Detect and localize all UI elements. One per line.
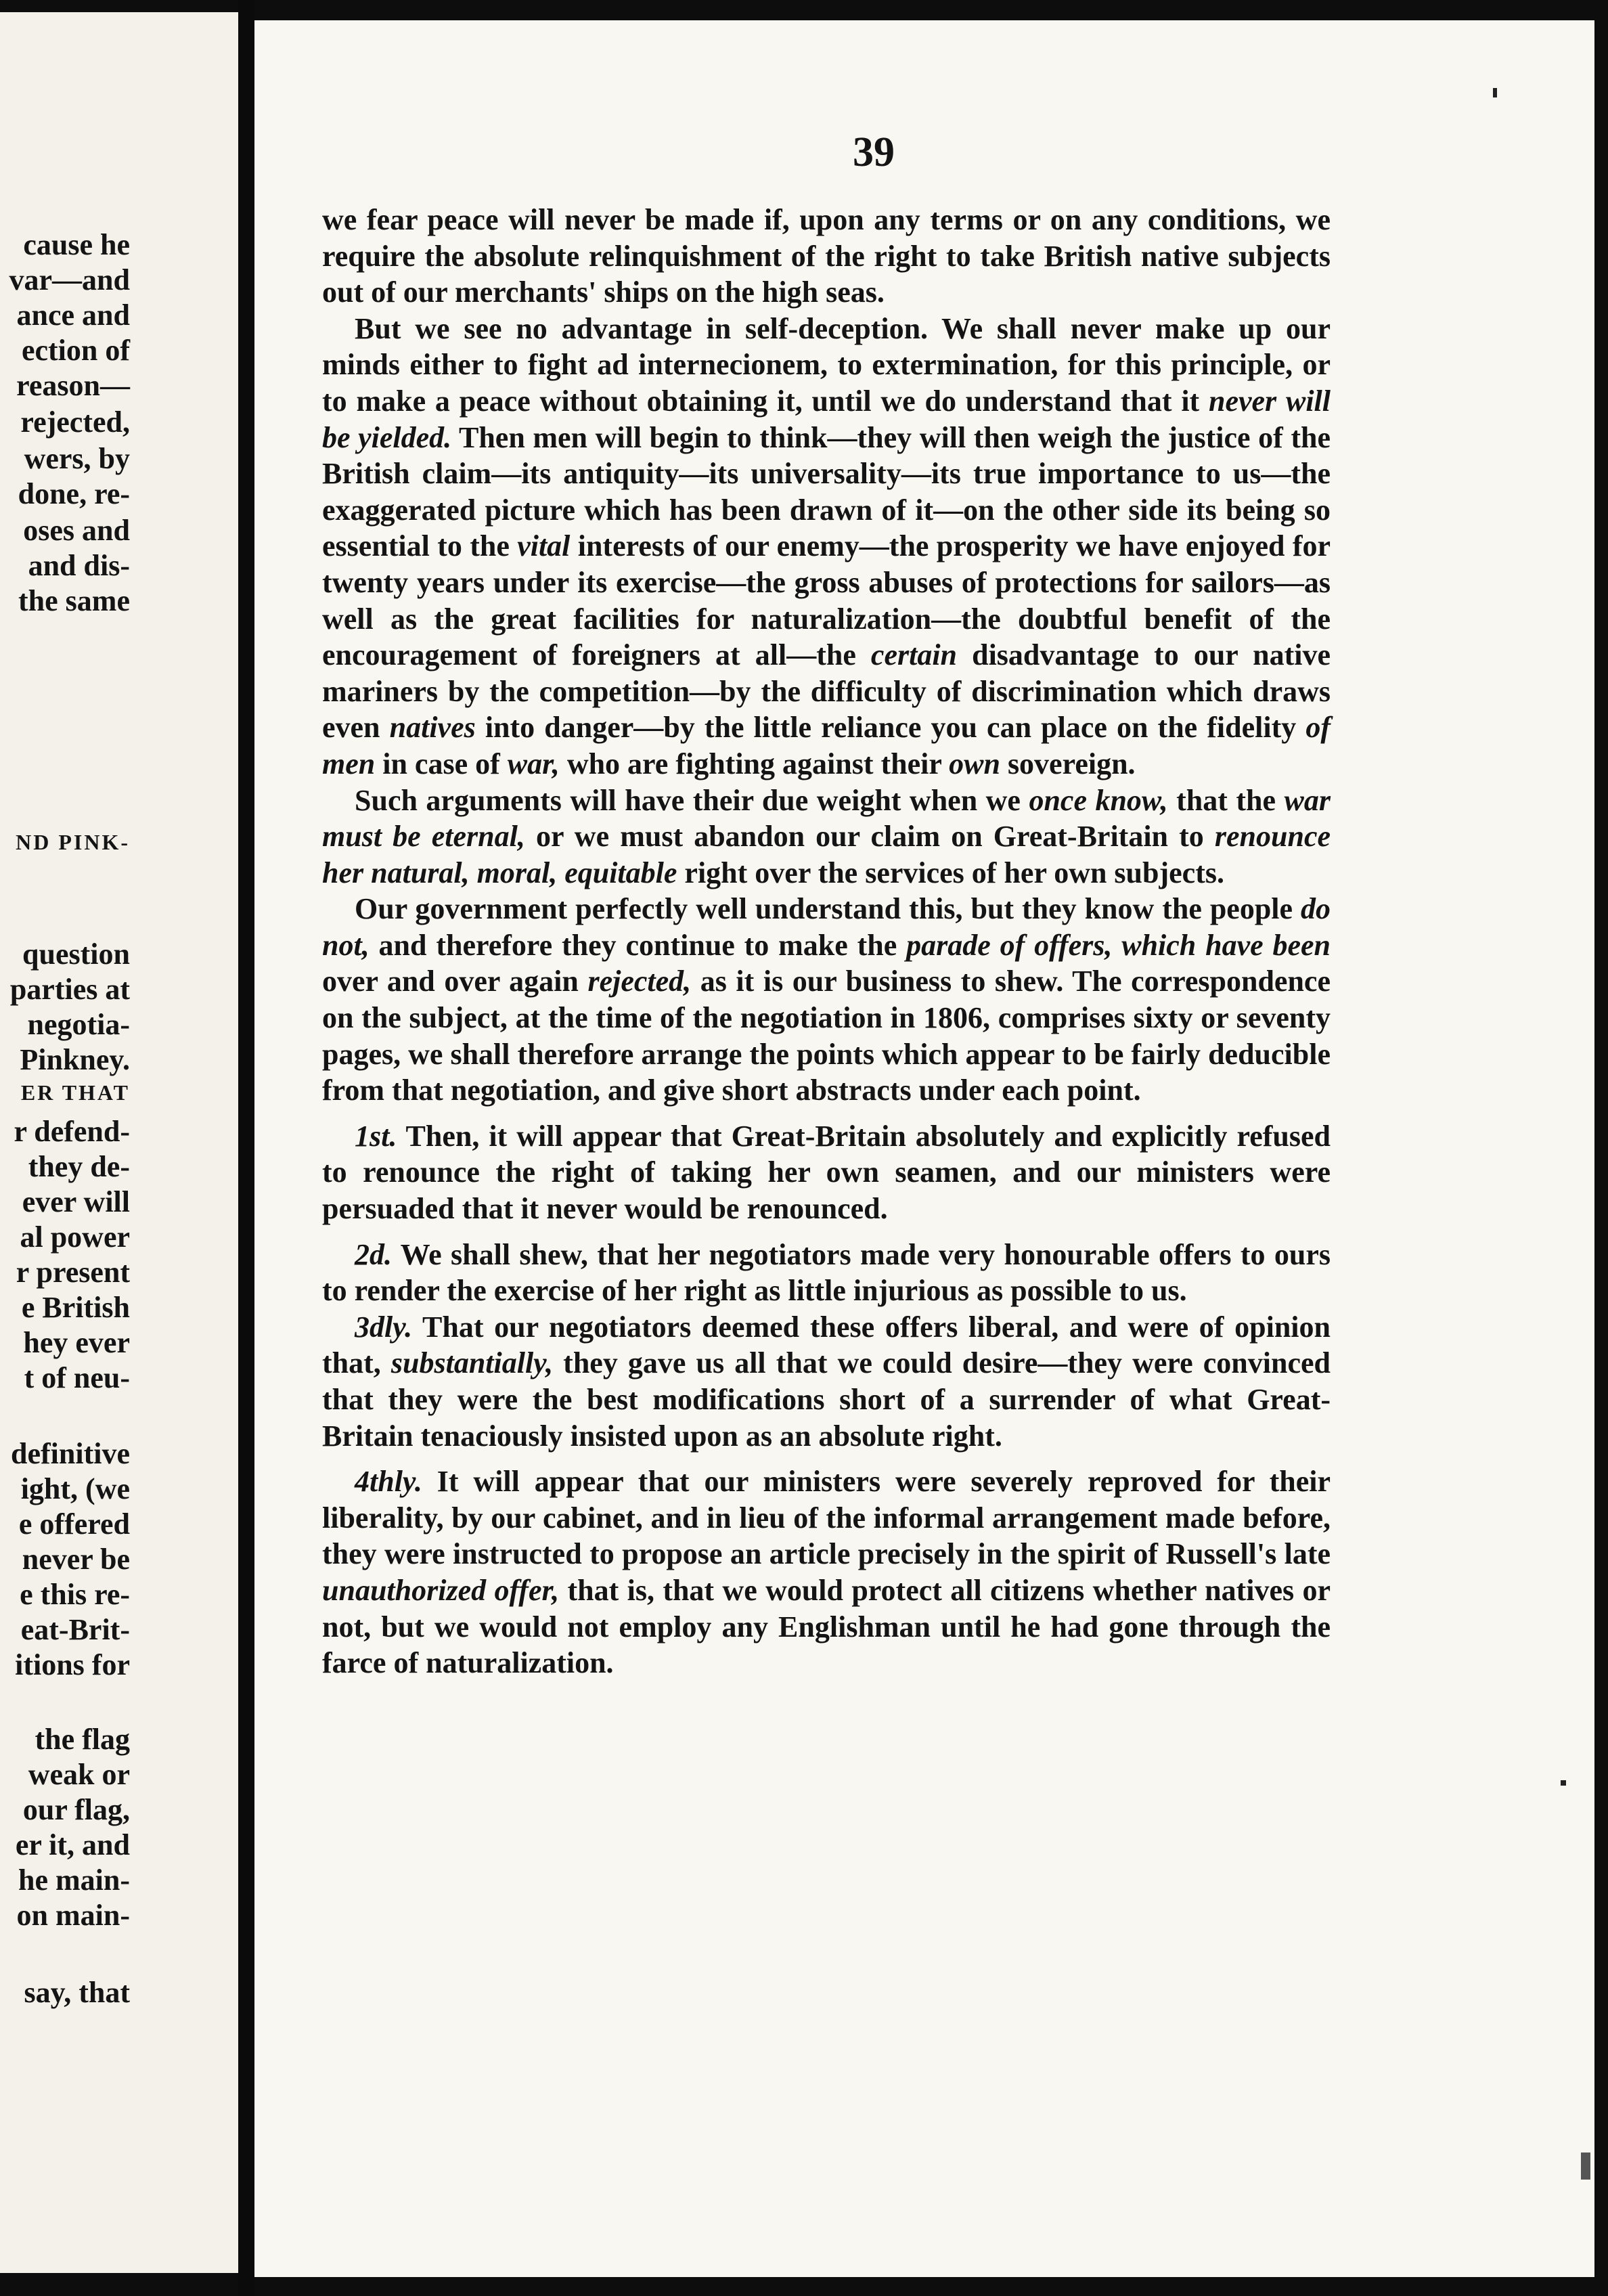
left-page-line: var—and — [9, 263, 130, 296]
text-run: in case of — [375, 747, 508, 780]
text-run: That our negotiators deemed these offers liberal, and were of opinion that, — [322, 1310, 1331, 1380]
left-page-line: ight, (we — [20, 1472, 130, 1505]
text-run: over and over again — [322, 965, 588, 998]
left-page-line: Pinkney. — [20, 1043, 130, 1076]
italic-text: rejected, — [587, 965, 692, 998]
body-paragraph — [322, 1309, 1331, 1454]
italic-text: vital — [517, 529, 571, 563]
left-page-line: reason— — [16, 369, 130, 402]
body-paragraph — [322, 311, 1331, 782]
text-run: or we must abandon our claim on Great-Britain to — [524, 820, 1215, 854]
italic-text: parade of offers, which have been — [906, 928, 1331, 962]
left-page-line: e British — [21, 1291, 130, 1324]
text-run: and therefore they continue to make the — [369, 928, 907, 962]
left-page-line: our flag, — [22, 1793, 130, 1826]
left-page-line: say, that — [24, 1976, 130, 2009]
left-page-line: he main- — [18, 1863, 130, 1897]
left-page-line: ance and — [16, 299, 130, 332]
left-page-line: hey ever — [23, 1326, 130, 1359]
left-page-line: er it, and — [15, 1828, 130, 1861]
text-run: It will appear that our ministers were severely reproved for their liberality, by our cabinet, and in lieu of the informal arrangement made before, they were instructed to propose an article precisely in the spirit of Russell's late — [322, 1465, 1331, 1571]
text-run: sovereign. — [1000, 747, 1136, 780]
text-run: Such arguments will have their due weight when we — [355, 783, 1029, 817]
text-run: disadvantage to our native mariners by the competition—by the difficulty of discrimination which draws even — [322, 638, 1331, 745]
body-paragraph — [322, 891, 1331, 1109]
left-page-line: e offered — [18, 1507, 130, 1541]
italic-text: unauthorized offer, — [322, 1573, 560, 1607]
italic-text: renounce her natural, moral, equitable — [322, 820, 1331, 889]
body-paragraph — [322, 1463, 1331, 1681]
left-page-line: negotia- — [27, 1008, 130, 1041]
right-page — [254, 20, 1594, 2277]
text-run: as it is our business to shew. The correspondence on the subject, at the time of the negotiation in 1806, comprises sixty or seventy pages, we shall therefore arrange the points which appear to be fairly deducible from that negotiation, and give short abstracts under each point. — [322, 965, 1331, 1107]
left-page-line: e this re- — [20, 1578, 130, 1611]
left-page-line: they de- — [28, 1150, 130, 1183]
italic-text: war, — [507, 747, 560, 780]
left-page-line: definitive — [11, 1437, 130, 1470]
left-page-line: and dis- — [28, 549, 130, 582]
body-paragraph — [322, 202, 1331, 311]
book-gutter — [238, 0, 254, 2296]
page-speck — [1561, 1780, 1566, 1786]
left-page-line: parties at — [9, 973, 130, 1006]
left-page — [0, 12, 238, 2273]
text-run: they gave us all that we could desire—they were convinced that they were the best modifications short of a surrender of what Great-Britain tenaciously insisted upon as an absolute right. — [322, 1346, 1331, 1453]
italic-text: war must be eternal, — [322, 783, 1331, 854]
left-page-line: done, re- — [18, 477, 130, 510]
italic-text: natives — [389, 711, 476, 745]
body-paragraph — [322, 782, 1331, 891]
left-page-line: ection of — [21, 334, 130, 367]
text-run: who are fighting against their — [559, 747, 950, 780]
left-page-line: the flag — [35, 1723, 130, 1756]
page-body-text — [322, 202, 1331, 1681]
italic-text: 2d. — [355, 1237, 392, 1271]
text-run: we fear peace will never be made if, upon any terms or on any conditions, we require the absolute relinquishment of the right to take British native subjects out of our merchants' ships on the high seas. — [322, 203, 1331, 309]
text-run: But we see no advantage in self-deception. We shall never make up our minds either to fight ad internecionem, to extermination, for this principle, or to make a peace without obtaining it, until we do understand that it — [322, 311, 1331, 418]
left-page-line: ND PINK- — [16, 830, 130, 854]
italic-text: own — [949, 747, 1000, 780]
left-page-line: al power — [20, 1220, 130, 1254]
italic-text: do not, — [322, 892, 1331, 962]
page-number: 39 — [853, 129, 895, 175]
italic-text: of men — [322, 711, 1331, 780]
left-page-line: weak or — [28, 1758, 130, 1791]
italic-text: 1st. — [355, 1119, 397, 1153]
text-run: into danger—by the little reliance you can place on the fidelity — [475, 711, 1306, 745]
text-run: that is, that we would protect all citizens whether natives or not, but we would not employ any Englishman until he had gone through the farce of naturalization. — [322, 1573, 1331, 1680]
left-page-line: ever will — [22, 1185, 130, 1218]
italic-text: substantially, — [390, 1346, 554, 1380]
page-speck — [1493, 88, 1497, 97]
left-page-line: cause he — [23, 228, 130, 261]
italic-text: 4thly. — [355, 1465, 422, 1499]
text-run: We shall shew, that her negotiators made very honourable offers to ours to render the exercise of her right as little injurious as possible to us. — [322, 1237, 1331, 1308]
left-page-line: oses and — [23, 514, 130, 547]
left-page-line: wers, by — [24, 442, 130, 475]
left-page-line: t of neu- — [24, 1361, 130, 1394]
left-page-line: eat-Brit- — [20, 1613, 130, 1646]
left-page-line: r defend- — [14, 1115, 130, 1148]
page-speck — [1581, 2152, 1590, 2180]
italic-text: 3dly. — [355, 1310, 413, 1344]
left-page-line: the same — [18, 584, 130, 617]
left-page-line: ER THAT — [20, 1080, 130, 1105]
left-page-line: on main- — [16, 1899, 130, 1932]
body-paragraph — [322, 1118, 1331, 1227]
text-run: interests of our enemy—the prosperity we have enjoyed for twenty years under its exercise—the gross abuses of protections for sailors—as well as the great facilities for naturalization—the doubtful benefit of the encouragement of foreigners at all—the — [322, 529, 1331, 672]
left-page-line: r present — [16, 1256, 130, 1289]
left-page-line: question — [22, 937, 130, 971]
italic-text: once know, — [1029, 783, 1168, 817]
text-run: right over the services of her own subjects. — [677, 856, 1224, 889]
body-paragraph — [322, 1237, 1331, 1309]
text-run: Our government perfectly well understand this, but they know the people — [355, 892, 1301, 926]
italic-text: certain — [870, 638, 958, 672]
text-run: that the — [1167, 783, 1285, 817]
italic-text: never will be yielded. — [322, 384, 1331, 454]
left-page-line: itions for — [15, 1648, 130, 1681]
text-run: Then men will begin to think—they will then weigh the justice of the British claim—its antiquity—its universality—its true importance to us—the exaggerated picture which has been drawn of it—on the other side its being so essential to the — [322, 420, 1331, 563]
text-run: Then, it will appear that Great-Britain absolutely and explicitly refused to renounce the right of taking her own seamen, and our ministers were persuaded that it never would be renounced. — [322, 1119, 1331, 1226]
left-page-line: never be — [22, 1543, 130, 1576]
left-page-line: rejected, — [20, 405, 130, 439]
